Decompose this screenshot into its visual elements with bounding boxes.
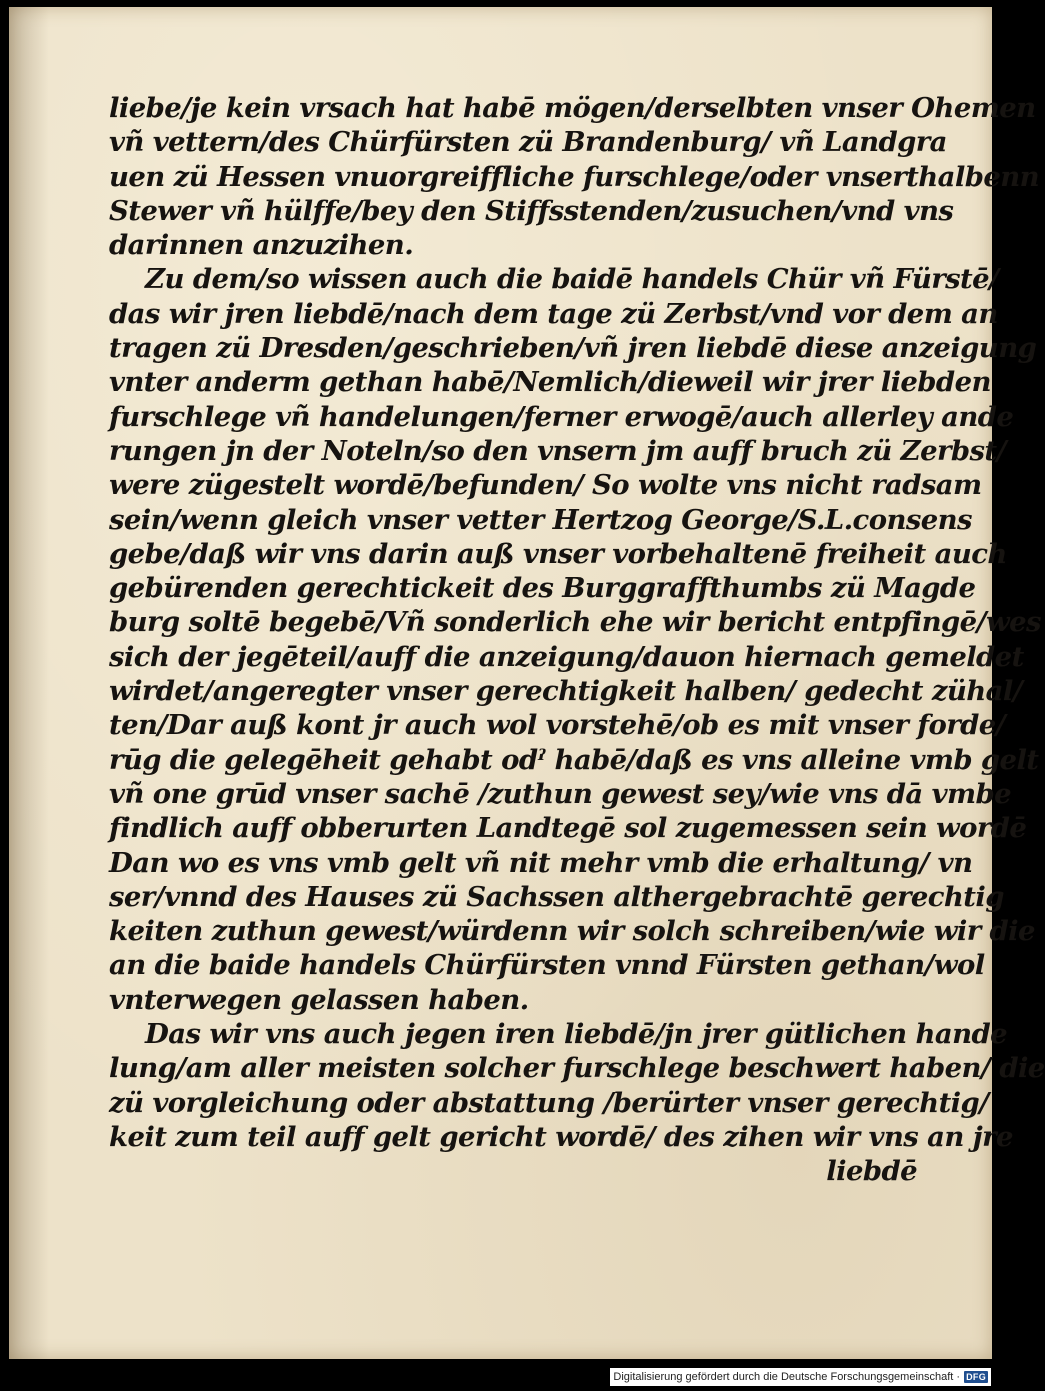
text-line: das wir jren liebdē/nach dem tage zü Zerbst/vnd vor dem an bbox=[109, 297, 998, 330]
text-line: liebe/je kein vrsach hat habē mögen/derselbten vnser Ohemen bbox=[109, 92, 1036, 124]
gutter-shadow bbox=[9, 7, 49, 1359]
catchword: liebdē bbox=[826, 1155, 917, 1188]
text-line: rungen jn der Noteln/so den vnsern jm auff bruch zü Zerbst/ bbox=[109, 434, 1006, 467]
text-line: vñ vettern/des Chürfürsten zü Brandenburg/ vñ Landgra bbox=[109, 126, 947, 159]
text-line: uen zü Hessen vnuorgreiffliche furschlege/oder vnserthalbenn bbox=[109, 160, 1040, 193]
text-line: wirdet/angeregter vnser gerechtigkeit halben/ gedecht zühal/ bbox=[109, 675, 1023, 708]
text-line: Dan wo es vns vmb gelt vñ nit mehr vmb die erhaltung/ vn bbox=[109, 846, 973, 879]
text-line: ten/Dar auß kont jr auch wol vorstehē/ob es mit vnser forde/ bbox=[109, 709, 1006, 742]
text-line: sein/wenn gleich vnser vetter Hertzog George/S.L.consens bbox=[109, 503, 972, 536]
dfg-logo-icon: DFG bbox=[966, 1372, 986, 1382]
text-line: tragen zü Dresden/geschrieben/vñ jren liebdē diese anzeigung bbox=[109, 332, 1037, 365]
text-line: furschlege vñ handelungen/ferner erwogē/auch allerley ande bbox=[109, 400, 1014, 433]
text-line: gebe/daß wir vns darin auß vnser vorbehaltenē freiheit auch bbox=[109, 537, 1007, 570]
text-line: vnter anderm gethan habē/Nemlich/dieweil wir jrer liebden bbox=[109, 366, 991, 399]
page-text bbox=[109, 91, 1045, 1189]
text-line: Das wir vns auch jegen iren liebdē/jn jrer gütlichen hande bbox=[145, 1018, 1008, 1051]
text-line: sich der jegēteil/auff die anzeigung/dauon hiernach gemeldet bbox=[109, 640, 1024, 673]
text-line: rūg die gelegēheit gehabt odˀ habē/daß es vns alleine vmb gelt bbox=[109, 743, 1039, 776]
text-line: findlich auff obberurten Landtegē sol zugemessen sein wordē bbox=[109, 812, 1027, 845]
text-line: keit zum teil auff gelt gericht wordē/ des zihen wir vns an jre bbox=[109, 1120, 1013, 1153]
text-line: an die baide handels Chürfürsten vnnd Fürsten gethan/wol bbox=[109, 949, 985, 982]
text-line: vnterwegen gelassen haben. bbox=[109, 983, 529, 1016]
book-page bbox=[9, 7, 1045, 1359]
text-line: lung/am aller meisten solcher furschlege beschwert haben/ die bbox=[109, 1052, 1045, 1085]
text-line: zü vorgleichung oder abstattung /berürter vnser gerechtig/ bbox=[109, 1086, 989, 1119]
text-line: gebürenden gerechtickeit des Burggraffthumbs zü Magde bbox=[109, 572, 976, 605]
text-line: were zügestelt wordē/befunden/ So wolte vns nicht radsam bbox=[109, 469, 982, 502]
text-line: burg soltē begebē/Vñ sonderlich ehe wir bericht entpfingē/wes bbox=[109, 606, 1041, 639]
text-line: keiten zuthun gewest/würdenn wir solch schreiben/wie wir die bbox=[109, 915, 1035, 948]
text-line: Stewer vñ hülffe/bey den Stiffsstenden/zusuchen/vnd vns bbox=[109, 194, 954, 227]
text-line: darinnen anzuzihen. bbox=[109, 229, 414, 262]
text-line: Zu dem/so wissen auch die baidē handels Chür vñ Fürstē/ bbox=[145, 263, 999, 296]
footer-credit: Digitalisierung gefördert durch die Deutsche Forschungsgemeinschaft · bbox=[613, 1371, 961, 1383]
digitization-footer bbox=[610, 1368, 991, 1386]
text-line: vñ one grūd vnser sachē /zuthun gewest sey/wie vns dā vmbe bbox=[109, 777, 1011, 810]
text-line: ser/vnnd des Hauses zü Sachssen althergebrachtē gerechtig bbox=[109, 880, 1004, 913]
